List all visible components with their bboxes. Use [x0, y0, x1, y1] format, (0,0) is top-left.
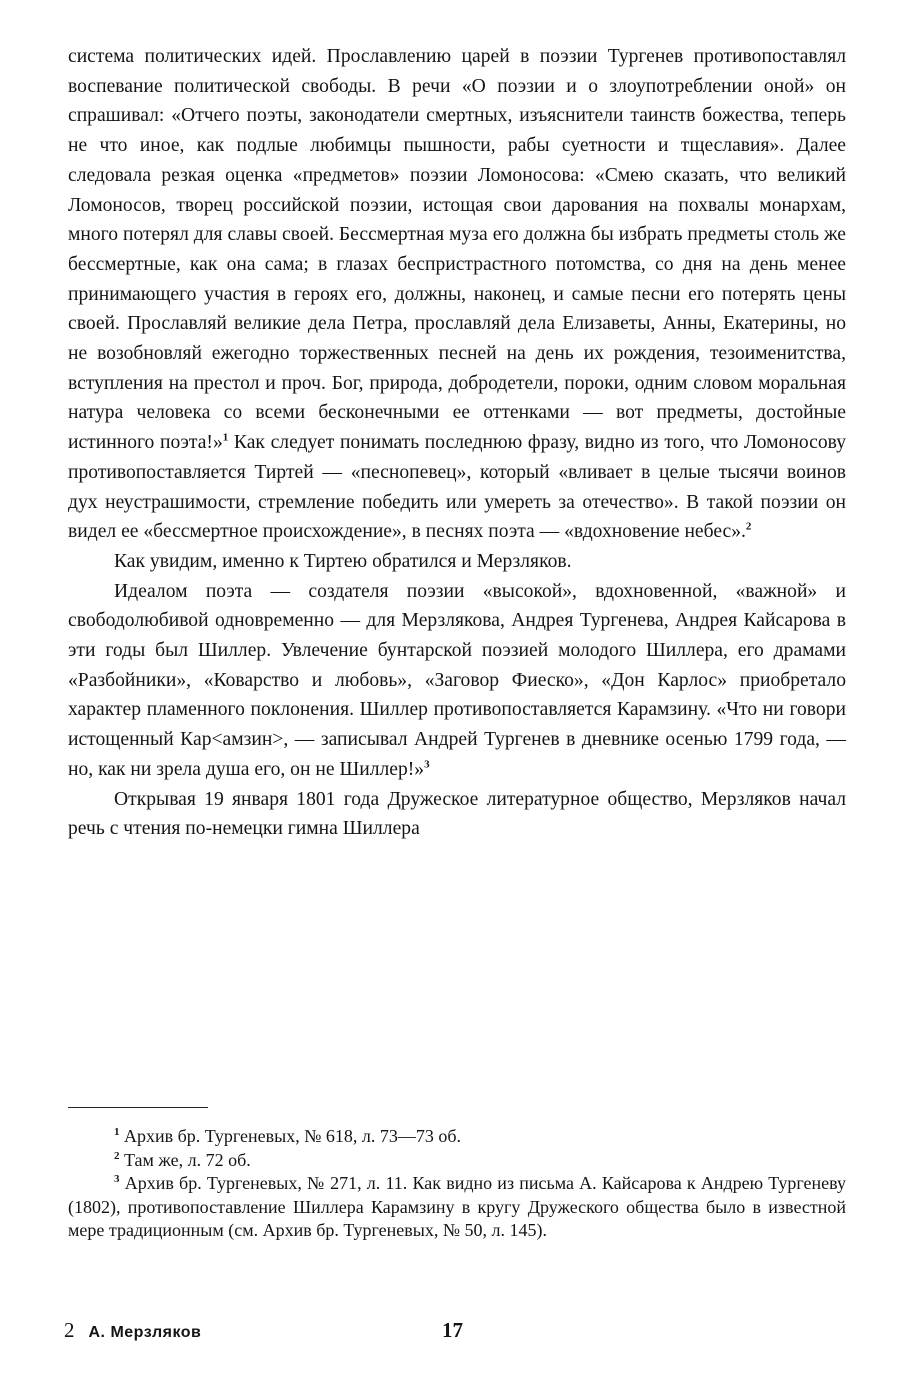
paragraph-1 — [68, 42, 846, 547]
paragraph-3 — [68, 577, 846, 785]
paragraph-1-tail: Как следует понимать последнюю фразу, видно из того, что Ломоносову противопоставляется Тиртей — «песнопевец», который «вливает в целые тысячи воинов дух неустрашимости, стремление победить или умереть за отечество». В такой поэзии он видел ее «бессмертное происхождение», в песнях поэта — «вдохновение небес». — [68, 432, 846, 543]
footnote-mark-2: 2 — [114, 1149, 120, 1162]
paragraph-4 — [68, 785, 846, 844]
page-number: 17 — [442, 1318, 463, 1342]
footnote-2 — [68, 1149, 846, 1173]
footnotes — [68, 1125, 846, 1243]
paragraph-2 — [68, 547, 846, 577]
footnote-mark-3: 3 — [114, 1173, 120, 1186]
page-footer — [64, 1318, 844, 1348]
footnote-3 — [68, 1172, 846, 1243]
footnote-ref-3: 3 — [424, 758, 430, 771]
paragraph-4-text: Открывая 19 января 1801 года Дружеское литературное общество, Мерзляков начал речь с чтения по-немецки гимна Шиллера — [68, 788, 846, 840]
footnote-mark-1: 1 — [114, 1126, 120, 1138]
paragraph-1-text: система политических идей. Прославлению царей в поэзии Тургенев противопоставлял воспевание политической свободы. В речи «О поэзии и о злоупотреблении оной» он спрашивал: «Отчего поэты, законодатели смертных, изъяснители таинств божества, теперь не что иное, как подлые любимцы пышности, рабы суетности и тщеславия». Далее следовала резкая оценка «предметов» поэзии Ломоносова: «Смею сказать, что великий Ломоносов, творец российской поэзии, истощая свои дарования на похвалы монархам, много потерял для славы своей. Бессмертная муза его должна бы избрать предметы столь же бессмертные, как она сама; в глазах беспристрастного потомства, со дня на день менее принимающего участия в героях его, должны, наконец, и самые песни его потерять цены своей. Прославляй великие дела Петра, прославляй дела Елизаветы, Анны, Екатерины, но не возобновляй ежегодно торжественных песней на день их рождения, тезоименитства, вступления на престол и проч. Бог, природа, добродетели, пороки, одним словом моральная натура человека со всеми бесконечными ее оттенками — вот предметы, достойные истинного поэта!» — [68, 46, 846, 454]
signature-number: 2 — [64, 1318, 75, 1342]
footnote-ref-1: 1 — [222, 431, 229, 444]
main-text — [68, 42, 846, 844]
paragraph-3-text: Идеалом поэта — создателя поэзии «высокой», вдохновенной, «важной» и свободолюбивой одновременно — для Мерзлякова, Андрея Тургенева, Андрея Кайсарова в эти годы был Шиллер. Увлечение бунтарской поэзией молодого Шиллера, его драмами «Разбойники», «Коварство и любовь», «Заговор Фиеско», «Дон Карлос» приобретало характер пламенного поклонения. Шиллер противопоставляется Карамзину. «Что ни говори истощенный Кар<амзин>, — записывал Андрей Тургенев в дневнике осенью 1799 года, — но, как ни зрела душа его, он не Шиллер!» — [68, 580, 846, 780]
paragraph-2-text: Как увидим, именно к Тиртею обратился и Мерзляков. — [114, 550, 572, 572]
footnote-divider — [68, 1107, 208, 1108]
footnote-ref-2: 2 — [745, 520, 752, 533]
footnote-1 — [68, 1125, 846, 1149]
footnote-3-text: Архив бр. Тургеневых, № 271, л. 11. Как видно из письма А. Кайсарова к Андрею Тургеневу (1802), противопоставление Шиллера Карамзину в кругу Дружеского общества было в известной мере традиционным (см. Архив бр. Тургеневых, № 50, л. 145). — [68, 1173, 847, 1241]
footnote-2-text: Там же, л. 72 об. — [124, 1149, 251, 1170]
signature-mark — [64, 1318, 201, 1343]
signature-name: А. Мерзляков — [88, 1324, 202, 1341]
footnote-1-text: Архив бр. Тургеневых, № 618, л. 73—73 об. — [124, 1126, 462, 1146]
